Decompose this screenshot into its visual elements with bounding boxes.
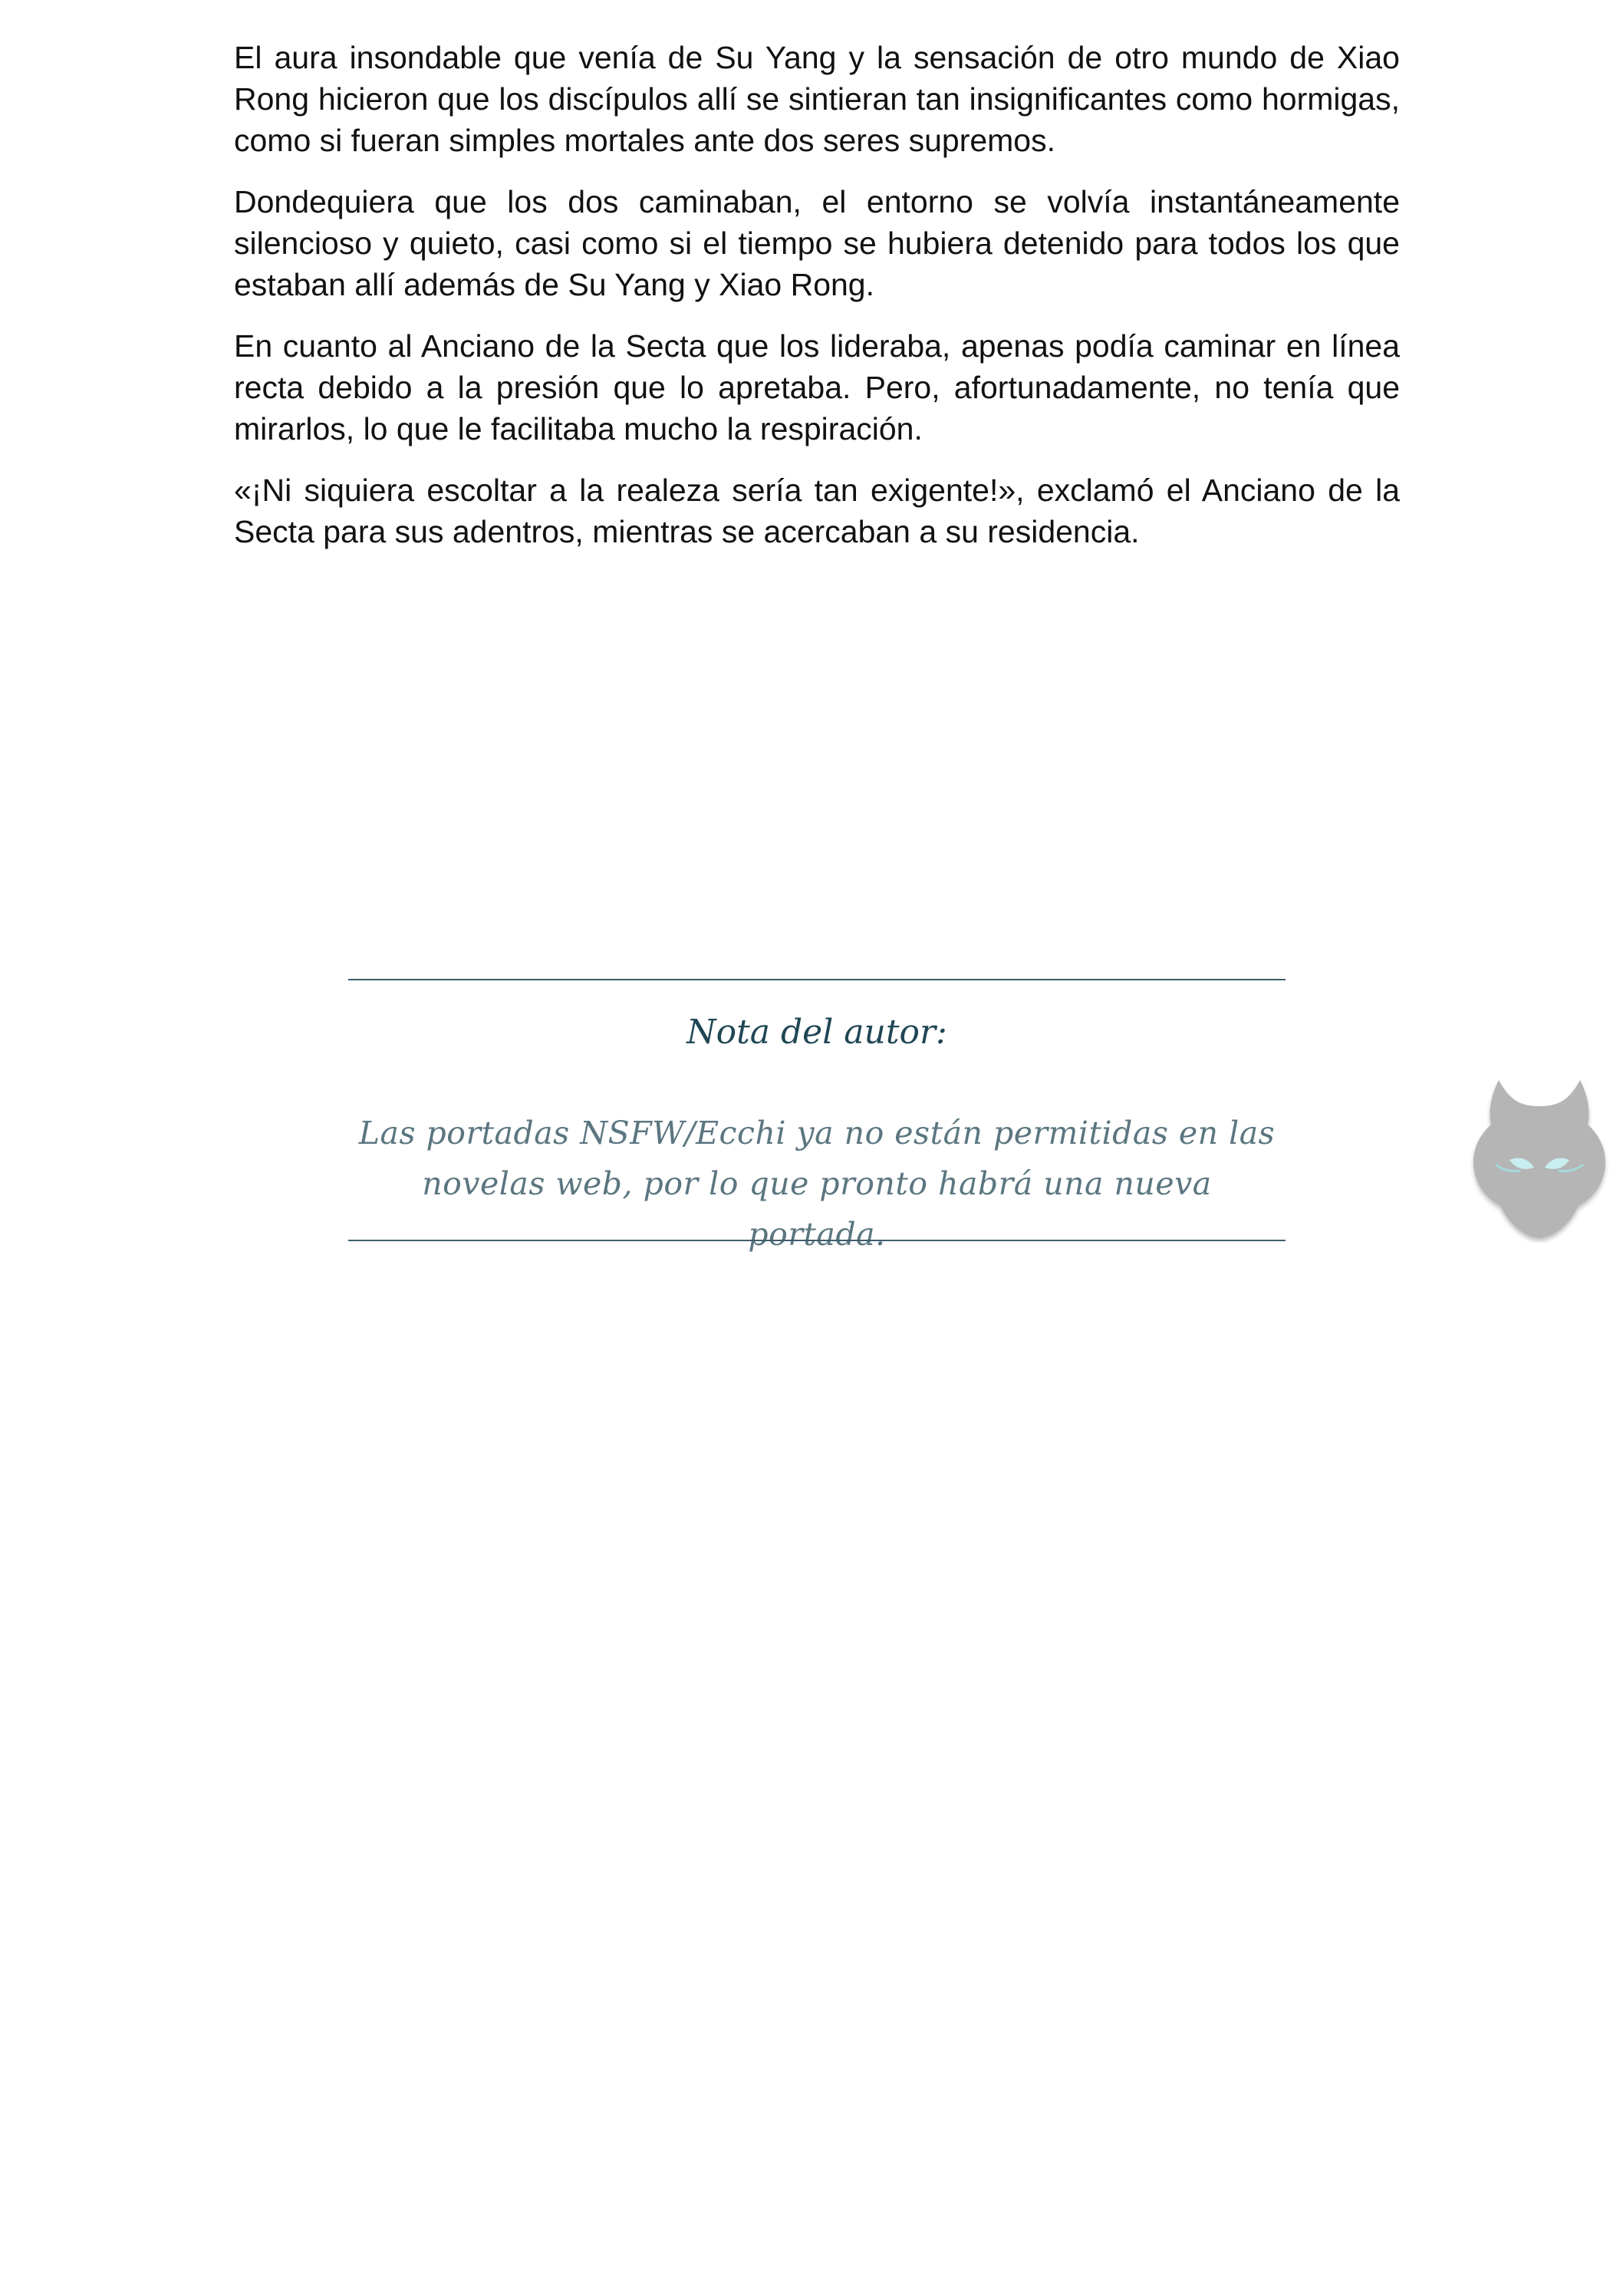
paragraph-2: Dondequiera que los dos caminaban, el entorno se volvía instantáneamente silencioso y quieto, casi como si el tiempo se hubiera detenido para todos los que estaban allí además de Su Yang y Xiao Rong.: [234, 184, 1400, 302]
paragraph-3: En cuanto al Anciano de la Secta que los lideraba, apenas podía caminar en línea recta debido a la presión que lo apretaba. Pero, afortunadamente, no tenía que mirarlos, lo que le facilitaba mucho la respiración.: [234, 328, 1400, 446]
author-note: [348, 979, 1286, 1253]
author-note-top-rule: [348, 979, 1286, 980]
body-text: [234, 37, 1400, 572]
author-note-bottom-rule: [348, 1240, 1286, 1241]
paragraph-1: El aura insondable que venía de Su Yang y la sensación de otro mundo de Xiao Rong hicieron que los discípulos allí se sintieran tan insignificantes como hormigas, como si fueran simples mortales ante dos seres supremos.: [234, 40, 1400, 158]
author-note-text: Las portadas NSFW/Ecchi ya no están permitidas en las novelas web, por lo que pronto habrá una nueva portada.: [358, 1115, 1276, 1253]
demon-head-icon: [1467, 1074, 1612, 1243]
author-note-title: Nota del autor:: [686, 1013, 947, 1052]
paragraph-4: «¡Ni siquiera escoltar a la realeza sería tan exigente!», exclamó el Anciano de la Secta para sus adentros, mientras se acercaban a su residencia.: [234, 473, 1400, 549]
